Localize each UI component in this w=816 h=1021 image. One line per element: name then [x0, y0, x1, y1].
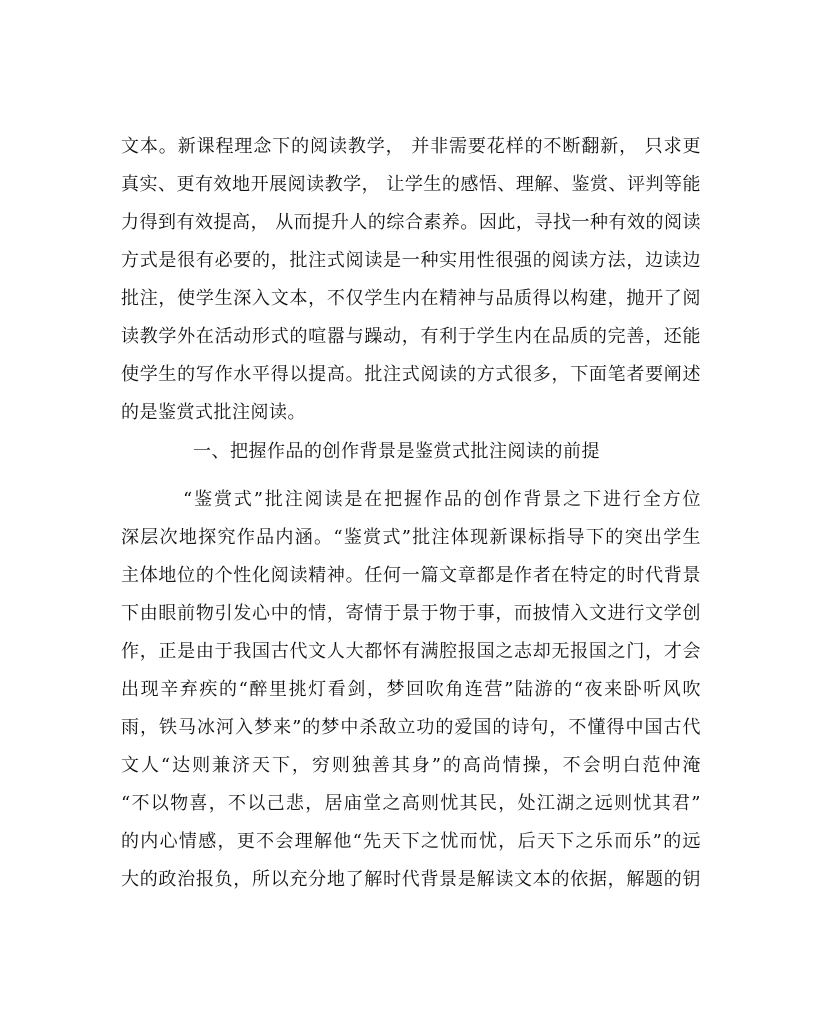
text-line: “鉴赏式”批注阅读是在把握作品的创作背景之下进行全方位 [183, 489, 701, 510]
text-line: 方式是很有必要的，批注式阅读是一种实用性很强的阅读方法，边读边 [121, 250, 701, 271]
paragraph-section-one [121, 481, 701, 899]
text-line: 下由眼前物引发心中的情，寄情于景于物于事，而披情入文进行文学创 [121, 603, 701, 624]
text-line: 深层次地探究作品内涵。“鉴赏式”批注体现新课标指导下的突出学生 [121, 527, 701, 548]
text-line: 力得到有效提高， 从而提升人的综合素养。因此，寻找一种有效的阅读 [121, 212, 701, 233]
text-line: 读教学外在活动形式的喧嚣与躁动，有利于学生内在品质的完善，还能 [121, 326, 701, 347]
text-line: 的内心情感，更不会理解他“先天下之忧而忧，后天下之乐而乐”的远 [121, 831, 701, 852]
section-heading: 一、把握作品的创作背景是鉴赏式批注阅读的前提 [193, 441, 600, 462]
text-line: 大的政治报负，所以充分地了解时代背景是解读文本的依据，解题的钥 [121, 869, 701, 890]
text-line: 文本。新课程理念下的阅读教学， 并非需要花样的不断翻新， 只求更 [121, 136, 701, 157]
text-line: 批注，使学生深入文本，不仅学生内在精神与品质得以构建，抛开了阅 [121, 288, 701, 309]
text-line: “不以物喜，不以己悲，居庙堂之高则忧其民，处江湖之远则忧其君” [121, 793, 701, 814]
text-line: 雨，铁马冰河入梦来”的梦中杀敌立功的爱国的诗句，不懂得中国古代 [121, 717, 701, 738]
text-line: 真实、更有效地开展阅读教学， 让学生的感悟、理解、鉴赏、评判等能 [121, 174, 701, 195]
text-line: 使学生的写作水平得以提高。批注式阅读的方式很多，下面笔者要阐述 [121, 364, 701, 385]
text-line: 的是鉴赏式批注阅读。 [121, 402, 306, 423]
paragraph-intro [121, 128, 701, 432]
text-line: 文人“达则兼济天下，穷则独善其身”的高尚情操，不会明白范仲淹 [121, 755, 701, 776]
text-line: 出现辛弃疾的“醉里挑灯看剑，梦回吹角连营”陆游的“夜来卧听风吹 [121, 679, 701, 700]
text-line: 作，正是由于我国古代文人大都怀有满腔报国之志却无报国之门，才会 [121, 641, 701, 662]
text-line: 主体地位的个性化阅读精神。任何一篇文章都是作者在特定的时代背景 [121, 565, 701, 586]
